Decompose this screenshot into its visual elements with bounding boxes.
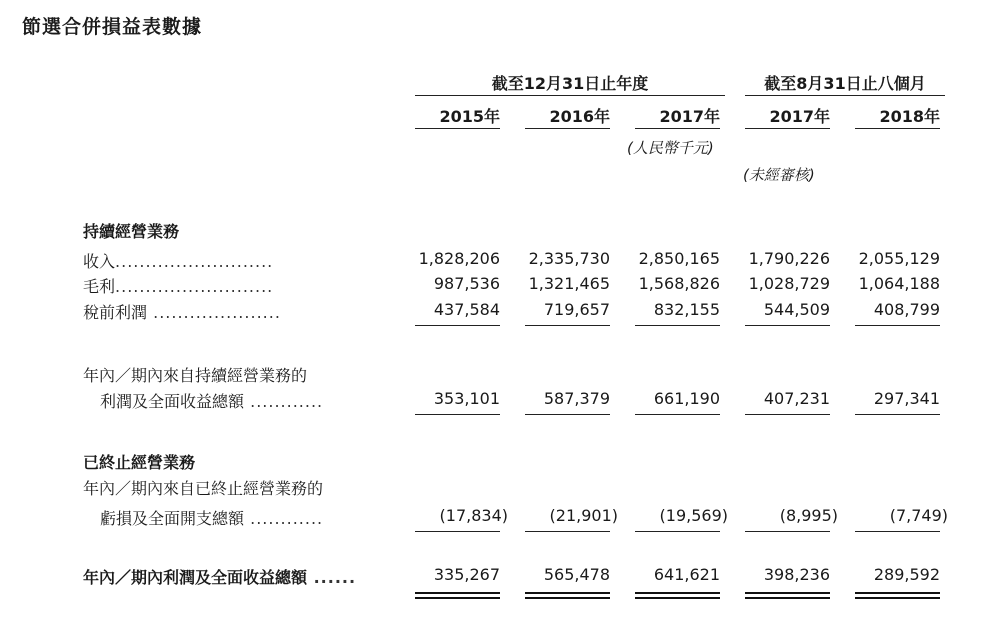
discontinued-total-2017: (19,569) [659, 506, 728, 525]
grand-total-2016: 565,478 [543, 565, 610, 584]
row-label-gross-profit: 毛利.......................... [83, 277, 274, 296]
continuing-rule-2017-interim [745, 414, 830, 415]
discontinued-rule-2017-interim [745, 531, 830, 532]
continuing-rule-2018-interim [855, 414, 940, 415]
grand-total-double-rule-2018-interim [855, 592, 940, 599]
continuing-rule-2016 [525, 414, 610, 415]
pretax-rule-2015 [415, 325, 500, 326]
row-label-discontinued-total-line2: 虧損及全面開支總額 ............ [100, 509, 324, 528]
year-header-rule-2018-interim [855, 128, 940, 129]
row-label-continuing-total-line2: 利潤及全面收益總額 ............ [100, 392, 324, 411]
group-header-eight-months-rule [745, 95, 945, 96]
continuing-rule-2017 [635, 414, 720, 415]
discontinued-total-2016: (21,901) [549, 506, 618, 525]
year-header-2015: 2015年 [439, 107, 500, 126]
pretax-rule-2018-interim [855, 325, 940, 326]
row-label-pretax-profit: 稅前利潤 ..................... [83, 303, 281, 322]
pretax-rule-2017 [635, 325, 720, 326]
grand-total-2015: 335,267 [433, 565, 500, 584]
grand-total-double-rule-2017-interim [745, 592, 830, 599]
row-label-continuing-total-line1: 年內／期內來自持續經營業務的 [83, 366, 308, 385]
row-label-discontinued-total-line1: 年內／期內來自已終止經營業務的 [83, 479, 324, 498]
discontinued-rule-2017 [635, 531, 720, 532]
grand-total-double-rule-2017 [635, 592, 720, 599]
grand-total-2017: 641,621 [653, 565, 720, 584]
year-header-rule-2017-interim [745, 128, 830, 129]
gross-profit-2015: 987,536 [433, 274, 500, 293]
unaudited-note: (未經審核) [743, 166, 815, 184]
pretax-rule-2017-interim [745, 325, 830, 326]
revenue-2017: 2,850,165 [638, 249, 720, 268]
pretax-profit-2018-interim: 408,799 [873, 300, 940, 319]
continuing-total-2017: 661,190 [653, 389, 720, 408]
row-label-grand-total: 年內／期內利潤及全面收益總額 ...... [83, 568, 357, 587]
year-header-2017: 2017年 [659, 107, 720, 126]
section-continuing-operations: 持續經營業務 [83, 222, 180, 241]
discontinued-total-2017-interim: (8,995) [779, 506, 838, 525]
group-header-eight-months: 截至8月31日止八個月 [764, 74, 926, 93]
discontinued-total-2018-interim: (7,749) [889, 506, 948, 525]
continuing-total-2018-interim: 297,341 [873, 389, 940, 408]
grand-total-2017-interim: 398,236 [763, 565, 830, 584]
unit-note: (人民幣千元) [627, 139, 714, 157]
pretax-rule-2016 [525, 325, 610, 326]
gross-profit-2017: 1,568,826 [638, 274, 720, 293]
year-header-2016: 2016年 [549, 107, 610, 126]
continuing-total-2016: 587,379 [543, 389, 610, 408]
revenue-2017-interim: 1,790,226 [748, 249, 830, 268]
grand-total-double-rule-2016 [525, 592, 610, 599]
discontinued-total-2015: (17,834) [439, 506, 508, 525]
row-label-revenue: 收入.......................... [83, 252, 274, 271]
discontinued-rule-2015 [415, 531, 500, 532]
grand-total-double-rule-2015 [415, 592, 500, 599]
gross-profit-2016: 1,321,465 [528, 274, 610, 293]
page-title: 節選合併損益表數據 [22, 16, 203, 38]
revenue-2018-interim: 2,055,129 [858, 249, 940, 268]
discontinued-rule-2018-interim [855, 531, 940, 532]
gross-profit-2017-interim: 1,028,729 [748, 274, 830, 293]
gross-profit-2018-interim: 1,064,188 [858, 274, 940, 293]
year-header-2018-interim: 2018年 [879, 107, 940, 126]
continuing-rule-2015 [415, 414, 500, 415]
group-header-year-end-rule [415, 95, 725, 96]
continuing-total-2017-interim: 407,231 [763, 389, 830, 408]
revenue-2015: 1,828,206 [418, 249, 500, 268]
year-header-rule-2017 [635, 128, 720, 129]
discontinued-rule-2016 [525, 531, 610, 532]
pretax-profit-2017-interim: 544,509 [763, 300, 830, 319]
year-header-rule-2016 [525, 128, 610, 129]
pretax-profit-2016: 719,657 [543, 300, 610, 319]
year-header-rule-2015 [415, 128, 500, 129]
grand-total-2018-interim: 289,592 [873, 565, 940, 584]
group-header-year-end: 截至12月31日止年度 [491, 74, 649, 93]
year-header-2017-interim: 2017年 [769, 107, 830, 126]
revenue-2016: 2,335,730 [528, 249, 610, 268]
continuing-total-2015: 353,101 [433, 389, 500, 408]
pretax-profit-2017: 832,155 [653, 300, 720, 319]
section-discontinued-operations: 已終止經營業務 [83, 453, 196, 472]
pretax-profit-2015: 437,584 [433, 300, 500, 319]
